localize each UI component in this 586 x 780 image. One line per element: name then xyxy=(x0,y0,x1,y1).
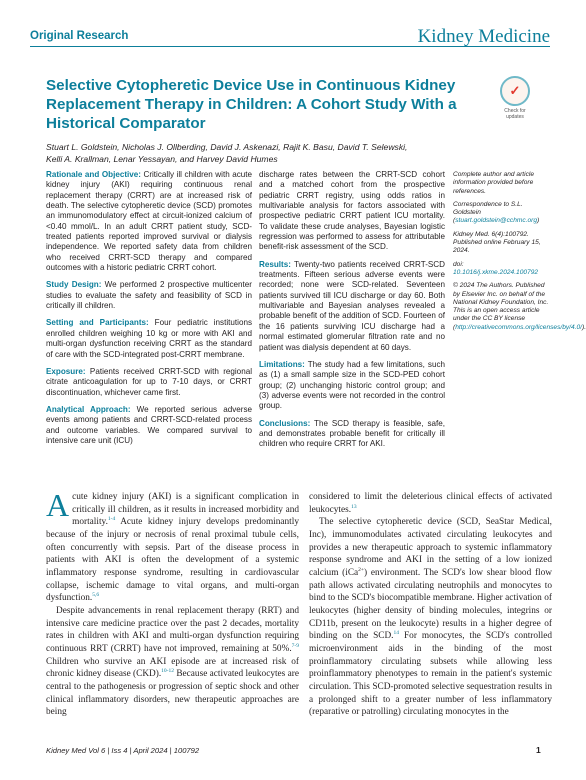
abstract-section xyxy=(259,360,445,412)
badge-line2: updates xyxy=(506,114,524,120)
abstract-text: Patients received CRRT-SCD with regional citrate anticoagulation for up to 7-10 days, or CRRT discontinuation, whichever came first. xyxy=(46,366,252,397)
check-updates-icon: ✓ xyxy=(500,76,530,106)
abstract-text: discharge rates between the CRRT-SCD cohort and a matched cohort from the prospective pediatric CRRT registry, using odds ratios in multivariable analysis for factors associated with prospective pediatric CRRT patient ICU mortality. To validate these crude analyses, Bayesian logistic regression was performed to assess for attributable benefit-risk assessment of the SCD. xyxy=(259,170,445,252)
reference-link[interactable]: 10-12 xyxy=(161,668,175,675)
drop-cap: A xyxy=(46,487,70,523)
abstract-section xyxy=(46,367,252,398)
journal-name: Kidney Medicine xyxy=(417,26,550,47)
abstract-heading: Rationale and Objective: xyxy=(46,170,141,179)
body-paragraph: Acute kidney injury (AKI) is a significant complication in critically ill children, as it results in increased morbidity and mortality.$^{1-4}$ Acute kidney injury develops predominantly because of the injury or necrosis of renal proximal tubule cells, often concurrently with sepsis. Part of the disease process in patients with AKI is often the development of a systemic inflammatory response syndrome, resulting in cardiovascular collapse, ischemic damage to vital organs, and multi-organ dysfunction.$^{5,6}$ xyxy=(46,487,299,604)
abstract-heading: Limitations: xyxy=(259,359,305,369)
check-for-updates-badge[interactable] xyxy=(498,76,532,120)
abstract-section xyxy=(259,170,445,253)
citation-info: Kidney Med. 6(4):100792. Published online February 15, 2024. xyxy=(453,230,541,255)
page-number: 1 xyxy=(536,745,541,755)
body-right-column xyxy=(309,491,552,719)
correspondence: Correspondence to S.L. Goldstein (stuart.goldstein@cchmc.org) xyxy=(453,200,540,225)
author-line: Kelli A. Krallman, Lenar Yessayan, and Harvey David Humes xyxy=(46,153,278,164)
body-paragraph: Despite advancements in renal replacement therapy (RRT) and intensive care medicine practice over the past 2 decades, mortality rates in children with AKI and multi-organ dysfunction requiring continuous RRT (CRRT) have not improved, remaining at 50%.$^{7-9}$ Children who survive an AKI episode are at increased risk of chronic kidney disease (CKD).$^{10-12}$ Because activated leukocytes are central to the pathogenesis or progression of septic shock and other clinical inflammatory disorders, new therapeutic approaches are being xyxy=(46,605,299,718)
article-sidebar xyxy=(453,171,586,337)
superscript: 2+ xyxy=(358,566,365,573)
correspondence-email-link[interactable]: stuart.goldstein@cchmc.org xyxy=(455,217,538,225)
abstract-text: We reported serious adverse events among patients and CRRT-SCD-related process and outcome variables. We compared survival to intensive care unit (ICU) xyxy=(46,404,252,445)
abstract-section xyxy=(259,260,445,353)
section-label: Original Research xyxy=(30,30,129,42)
abstract-heading: Exposure: xyxy=(46,366,86,376)
abstract-section xyxy=(46,405,252,446)
abstract-heading: Conclusions: xyxy=(259,418,311,428)
abstract-heading: Results: xyxy=(259,259,291,269)
abstract-section xyxy=(46,170,252,273)
abstract-text: We performed 2 prospective multicenter studies to evaluate the safety and feasibility of SCD in critically ill children. xyxy=(46,280,252,311)
license-link[interactable]: http://creativecommons.org/licenses/by/4.0/ xyxy=(455,323,583,331)
abstract-section xyxy=(259,419,445,450)
abstract-left-column xyxy=(46,170,252,453)
author-line: Stuart L. Goldstein, Nicholas J. Ollberding, David J. Askenazi, Rajit K. Basu, David T. Selewski, xyxy=(46,142,408,152)
badge-line1: Check for xyxy=(504,108,526,114)
body-paragraph: considered to limit the deleterious clinical effects of activated leukocytes.$^{13}$ xyxy=(309,492,552,515)
body-paragraph: The selective cytopheretic device (SCD, SeaStar Medical, Inc), immunomodulates activated circulating leukocytes and provides a new therapeutic approach to systemic inflammatory response syndrome and AKI in the setting of a low ionized calcium (iCa$^{2+}$) environment. The SCD's low shear blood flow path allows activated circulating neutrophils and monocytes to bind to the SCD's biocompatible membrane. Higher activation of leukocytes (higher density of binding molecules, integrins or CD11b, present on the leukocyte) results in a higher degree of binding on the SCD.$^{14}$ For monocytes, the SCD's controlled microenvironment aids in the binding of the most proinflammatory circulating subsets while allowing less proinflammatory phenotypes to remain in the patient's systemic circulation. This SCD-promoted selective sequestration results in a prolonged shift to a greater number of less inflammatory (reparative or patrolling) circulating monocytes in the xyxy=(309,517,552,718)
header-divider xyxy=(30,46,550,47)
reference-link[interactable]: 5,6 xyxy=(92,592,100,599)
abstract-section xyxy=(46,318,252,359)
abstract-text: The study had a few limitations, such as (1) a small sample size in the SCD-PED cohort group; (2) unchanging historic control group; and (3) adverse events were not recorded in the control group. xyxy=(259,359,445,411)
reference-link[interactable]: 7-9 xyxy=(291,642,299,649)
body-left-column xyxy=(46,487,299,719)
footer-citation: Kidney Med Vol 6 | Iss 4 | April 2024 | 100792 xyxy=(46,746,200,755)
abstract-section xyxy=(46,280,252,311)
abstract-heading: Analytical Approach: xyxy=(46,404,131,414)
author-info-note: Complete author and article information provided before references. xyxy=(453,171,535,195)
abstract-heading: Study Design: xyxy=(46,280,102,290)
article-title: Selective Cytopheretic Device Use in Continuous Kidney Replacement Therapy in Children: A Cohort Study With a Historical Comparator xyxy=(46,77,457,132)
abstract-text: Twenty-two patients received CRRT-SCD treatments. Fifteen serious adverse events were recorded; none were SCD-related. Seventeen patients survived till ICU discharge or day 60. Both multivariable and Bayesian analyses revealed a probable benefit of the addition of SCD. Fourteen of the 16 patients surviving ICU discharge had a normal estimated glomerular filtration rate and no patient was dialysis dependent at 60 days. xyxy=(259,259,445,352)
abstract-text: Four pediatric institutions enrolled children weighing 10 kg or more with AKI and multi-organ dysfunction receiving CRRT as the standard of care with the SCD-integrated post-CRRT membrane. xyxy=(46,318,252,359)
abstract-middle-column xyxy=(259,170,445,457)
reference-link[interactable]: 13 xyxy=(351,503,357,510)
author-list xyxy=(46,142,496,165)
doi-link[interactable]: 10.1016/j.xkme.2024.100792 xyxy=(453,268,539,276)
abstract-heading: Setting and Participants: xyxy=(46,318,149,328)
reference-link[interactable]: 1-4 xyxy=(107,516,116,523)
abstract-text: Critically ill children with acute kidney injury (AKI) requiring continuous renal replacement therapy (CRRT) are at increased risk of death. The selective cytopheretic device (SCD) promotes an immunomodulatory effect at circuit-ionized calcium of <0.40 mmol/L. In an adult CRRT patient study, SCD-treated patients reported improved survival or dialysis independence. We reported safety data from children who received CRRT-SCD therapy and compared outcomes with a historic pediatric CRRT cohort. xyxy=(46,170,252,273)
abstract-text: The SCD therapy is feasible, safe, and demonstrates probable benefit for critically ill children who require CRRT for AKI. xyxy=(259,418,445,449)
license-info: © 2024 The Authors. Published by Elsevier Inc. on behalf of the National Kidney Foundation, Inc. This is an open access article under the CC BY license (http://creativecommons.org/licenses/by/4.0/). xyxy=(453,282,586,331)
reference-link[interactable]: 14 xyxy=(393,630,399,637)
doi-line: doi: 10.1016/j.xkme.2024.100792 xyxy=(453,260,539,276)
